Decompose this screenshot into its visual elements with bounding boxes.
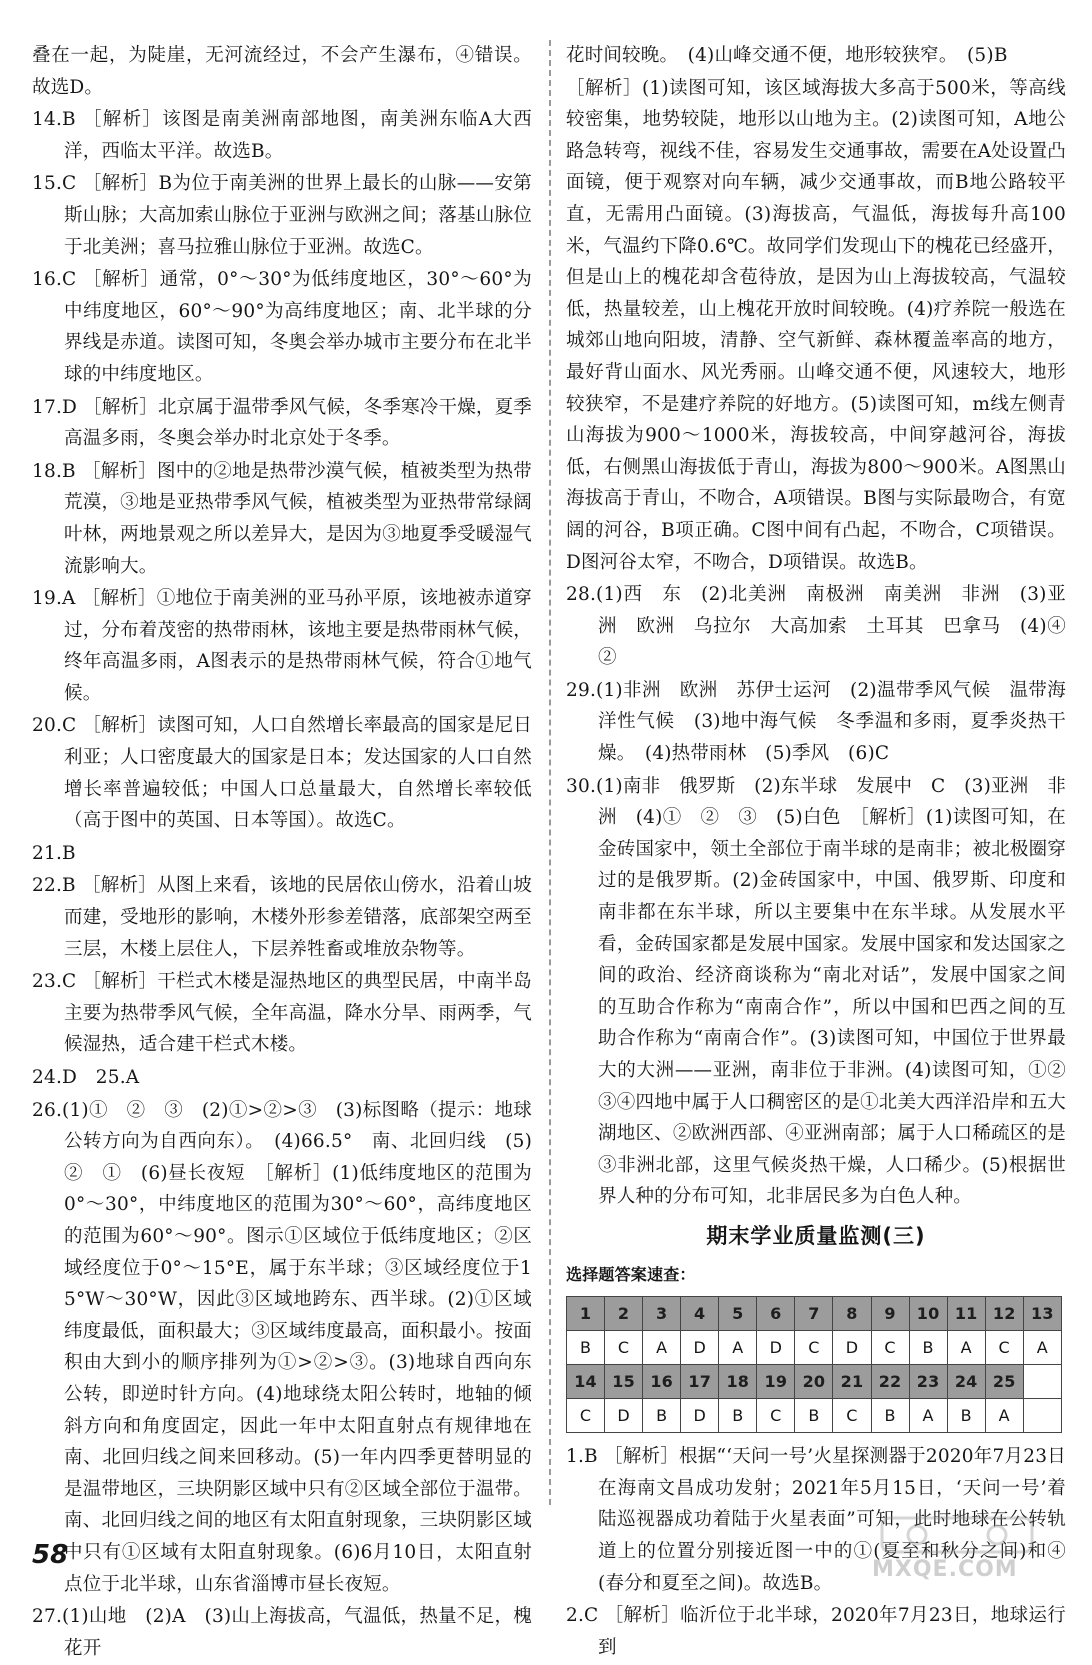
question-number: 7	[795, 1297, 833, 1331]
answer-letter: C	[833, 1399, 871, 1433]
answer-24-25: 24.D 25.A	[32, 1067, 140, 1088]
answer-letter: A	[909, 1399, 947, 1433]
answer-22: 22.B ［解析］从图上来看，该地的民居依山傍水，沿着山坡而建，受地形的影响，木楼外形参差错落，底部架空两至三层，木楼上层住人，下层养牲畜或堆放杂物等。	[32, 875, 532, 960]
question-number: 18	[719, 1365, 757, 1399]
left-column	[32, 40, 532, 1665]
question-number: 10	[909, 1297, 947, 1331]
answer-14: 14.B ［解析］该图是南美洲南部地图，南美洲东临A大西洋，西临太平洋。故选B。	[32, 109, 532, 162]
answer-16: 16.C ［解析］通常，0°～30°为低纬度地区，30°～60°为中纬度地区，60°～90°为高纬度地区；南、北半球的分界线是赤道。读图可知，冬奥会举办城市主要分布在北半球的中纬度地区。	[32, 269, 532, 385]
answer-letter: A	[947, 1331, 985, 1365]
question-number: 14	[567, 1365, 605, 1399]
empty-cell	[1023, 1365, 1061, 1399]
quick-check-label: 选择题答案速查：	[566, 1264, 696, 1284]
section-title: 期末学业质量监测(三)	[706, 1223, 926, 1248]
answer-28: 28.(1)西 东 (2)北美洲 南极洲 南美洲 非洲 (3)亚洲 欧洲 乌拉尔 大高加索 土耳其 巴拿马 (4)④ ②	[566, 584, 1085, 669]
page-number: 58	[32, 1540, 69, 1570]
answer-27-cont: 花时间较晚。 (4)山峰交通不便，地形较狭窄。 (5)B	[566, 45, 1008, 66]
question-number: 4	[681, 1297, 719, 1331]
answer-letter: D	[605, 1399, 643, 1433]
right-column	[566, 40, 1085, 1664]
question-number: 23	[909, 1365, 947, 1399]
answer-letter: C	[757, 1399, 795, 1433]
answer-27: 27.(1)山地 (2)A (3)山上海拔高，气温低，热量不足，槐花开	[32, 1606, 532, 1659]
answer-21: 21.B	[32, 842, 76, 864]
answer-15: 15.C ［解析］B为位于南美洲的世界上最长的山脉——安第斯山脉；大高加索山脉位于亚洲与欧洲之间；落基山脉位于北美洲；喜马拉雅山脉位于亚洲。故选C。	[32, 173, 532, 258]
answer-27-analysis: ［解析］(1)读图可知，该区域海拔大多高于500米，等高线较密集，地势较陡，地形以山地为主。(2)读图可知，A地公路急转弯，视线不佳，容易发生交通事故，需要在A处设置凸面镜，便于观察对向车辆，减少交通事故，而B地公路较平直，无需用凸面镜。(3)海拔高，气温低，海拔每升高100米，气温约下降0.6℃。故同学们发现山下的槐花已经盛开，但是山上的槐花却含苞待放，是因为山上海拔较高，气温较低，热量较差，山上槐花开放时间较晚。(4)疗养院一般选在城郊山地向阳坡，清静、空气新鲜、森林覆盖率高的地方，最好背山面水、风光秀丽。山峰交通不便，风速较大，地形较狭窄，不是建疗养院的好地方。(5)读图可知，m线左侧青山海拔为900～1000米，海拔较高，中间穿越河谷，海拔低，右侧黑山海拔低于青山，海拔为800～900米。A图黑山海拔高于青山，不吻合，A项错误。B图与实际最吻合，有宽阔的河谷，B项正确。C图中间有凸起，不吻合，C项错误。D图河谷太窄，不吻合，D项错误。故选B。	[566, 77, 1066, 573]
answer-letter: B	[719, 1399, 757, 1433]
question-number: 9	[871, 1297, 909, 1331]
question-number: 20	[795, 1365, 833, 1399]
answer-letter: C	[605, 1331, 643, 1365]
watermark-icon	[862, 1514, 1052, 1558]
question-number: 21	[833, 1365, 871, 1399]
answer-19: 19.A ［解析］①地位于南美洲的亚马孙平原，该地被赤道穿过，分布着茂密的热带雨林，该地主要是热带雨林气候，终年高温多雨，A图表示的是热带雨林气候，符合①地气候。	[32, 588, 532, 704]
answer-letter: B	[643, 1399, 681, 1433]
answer-table	[566, 1296, 1062, 1433]
question-number: 3	[643, 1297, 681, 1331]
question-number: 5	[719, 1297, 757, 1331]
answer-letter: A	[643, 1331, 681, 1365]
answer-13-cont: 叠在一起，为陡崖，无河流经过，不会产生瀑布，④错误。故选D。	[32, 45, 532, 98]
answer-letter: A	[719, 1331, 757, 1365]
answer-table-number-row	[567, 1365, 1062, 1399]
question-number: 15	[605, 1365, 643, 1399]
answer-letter: C	[567, 1399, 605, 1433]
answer-30: 30.(1)南非 俄罗斯 (2)东半球 发展中 C (3)亚洲 非洲 (4)① ② ③ (5)白色 ［解析］(1)读图可知，在金砖国家中，领土全部位于南半球的是南非；被北极圈穿过的是俄罗斯。(2)金砖国家中，中国、俄罗斯、印度和南非都在东半球，所以主要集中在东半球。从发展水平看，金砖国家都是发展中国家。发展中国家和发达国家之间的政治、经济商谈称为“南北对话”，发展中国家之间的互助合作称为“南南合作”，所以中国和巴西之间的互助合作称为“南南合作”。(3)读图可知，中国位于世界最大的大洲——亚洲，南非位于非洲。(4)读图可知，①②③④四地中属于人口稠密区的是①北美大西洋沿岸和五大湖地区、②欧洲西部、④亚洲南部；属于人口稀疏区的是③非洲北部，这里气候炎热干燥，人口稀少。(5)根据世界人种的分布可知，北非居民多为白色人种。	[566, 775, 1066, 1208]
empty-cell	[1023, 1399, 1061, 1433]
column-divider	[549, 40, 551, 1505]
answer-letter: B	[909, 1331, 947, 1365]
answer-letter: B	[795, 1399, 833, 1433]
answer-letter: C	[871, 1331, 909, 1365]
answer-23: 23.C ［解析］干栏式木楼是湿热地区的典型民居，中南半岛主要为热带季风气候，全年高温，降水分旱、雨两季，气候湿热，适合建干栏式木楼。	[32, 971, 532, 1056]
question-number: 1	[567, 1297, 605, 1331]
question-number: 25	[985, 1365, 1023, 1399]
answer-18: 18.B ［解析］图中的②地是热带沙漠气候，植被类型为热带荒漠，③地是亚热带季风气候，植被类型为亚热带常绿阔叶林，两地景观之所以差异大，是因为③地夏季受暖湿气流影响大。	[32, 460, 532, 577]
question-number: 12	[985, 1297, 1023, 1331]
answer-letter: D	[681, 1331, 719, 1365]
question-number: 19	[757, 1365, 795, 1399]
watermark-logo	[862, 1514, 1052, 1584]
question-number: 11	[947, 1297, 985, 1331]
question-number: 22	[871, 1365, 909, 1399]
exam3-answer-2: 2.C ［解析］临沂位于北半球，2020年7月23日，地球运行到	[566, 1605, 1066, 1658]
question-number: 13	[1023, 1297, 1061, 1331]
answer-20: 20.C ［解析］读图可知，人口自然增长率最高的国家是尼日利亚；人口密度最大的国家是日本；发达国家的人口自然增长率普遍较低；中国人口总量最大，自然增长率较低（高于图中的英国、日本等国）。故选C。	[32, 715, 532, 832]
answer-17: 17.D ［解析］北京属于温带季风气候，冬季寒冷干燥，夏季高温多雨，冬奥会举办时北京处于冬季。	[32, 396, 532, 450]
answer-letter: C	[795, 1331, 833, 1365]
question-number: 2	[605, 1297, 643, 1331]
watermark-text: MXQE.COM	[872, 1557, 1018, 1582]
answer-table-number-row	[567, 1297, 1062, 1331]
answer-table-answer-row	[567, 1331, 1062, 1365]
question-number: 8	[833, 1297, 871, 1331]
answer-26: 26.(1)① ② ③ (2)①>②>③ (3)标图略（提示：地球公转方向为自西向东）。 (4)66.5° 南、北回归线 (5)② ① (6)昼长夜短 ［解析］(1)低纬度地区的范围为0°～30°，中纬度地区的范围为30°～60°，高纬度地区的范围为60°～90°。图示①区域位于低纬度地区；②区域经度位于0°～15°E，属于东半球；③区域经度位于15°W～30°W，因此③区域地跨东、西半球。(2)①区域纬度最低，面积最大；③区域纬度最高，面积最小。按面积由大到小的顺序排列为①>②>③。(3)地球自西向东公转，即逆时针方向。(4)地球绕太阳公转时，地轴的倾斜方向和角度固定，因此一年中太阳直射点有规律地在南、北回归线之间来回移动。(5)一年内四季更替明显的是温带地区，三块阴影区域中只有②区域全部位于温带。南、北回归线之间的地区有太阳直射现象，三块阴影区域中只有①区域有太阳直射现象。(6)6月10日，太阳直射点位于北半球，山东省淄博市昼长夜短。	[32, 1099, 532, 1595]
exam3-answer-1: 1.B ［解析］根据“‘天问一号’火星探测器于2020年7月23日在海南文昌成功发射；2021年5月15日，‘天问一号’着陆巡视器成功着陆于火星表面”可知，此时地球在公转轨道上的位置分别接近图一中的①(夏至和秋分之间)和④(春分和夏至之间)。故选B。	[566, 1446, 1066, 1594]
answer-letter: D	[757, 1331, 795, 1365]
answer-letter: D	[681, 1399, 719, 1433]
answer-letter: A	[985, 1399, 1023, 1433]
answer-letter: C	[985, 1331, 1023, 1365]
answer-table-answer-row	[567, 1399, 1062, 1433]
question-number: 17	[681, 1365, 719, 1399]
answer-letter: D	[833, 1331, 871, 1365]
answer-29: 29.(1)非洲 欧洲 苏伊士运河 (2)温带季风气候 温带海洋性气候 (3)地中海气候 冬季温和多雨，夏季炎热干燥。 (4)热带雨林 (5)季风 (6)C	[566, 679, 1066, 765]
answer-letter: B	[871, 1399, 909, 1433]
answer-letter: A	[1023, 1331, 1061, 1365]
answer-letter: B	[947, 1399, 985, 1433]
question-number: 16	[643, 1365, 681, 1399]
question-number: 6	[757, 1297, 795, 1331]
answer-letter: B	[567, 1331, 605, 1365]
question-number: 24	[947, 1365, 985, 1399]
